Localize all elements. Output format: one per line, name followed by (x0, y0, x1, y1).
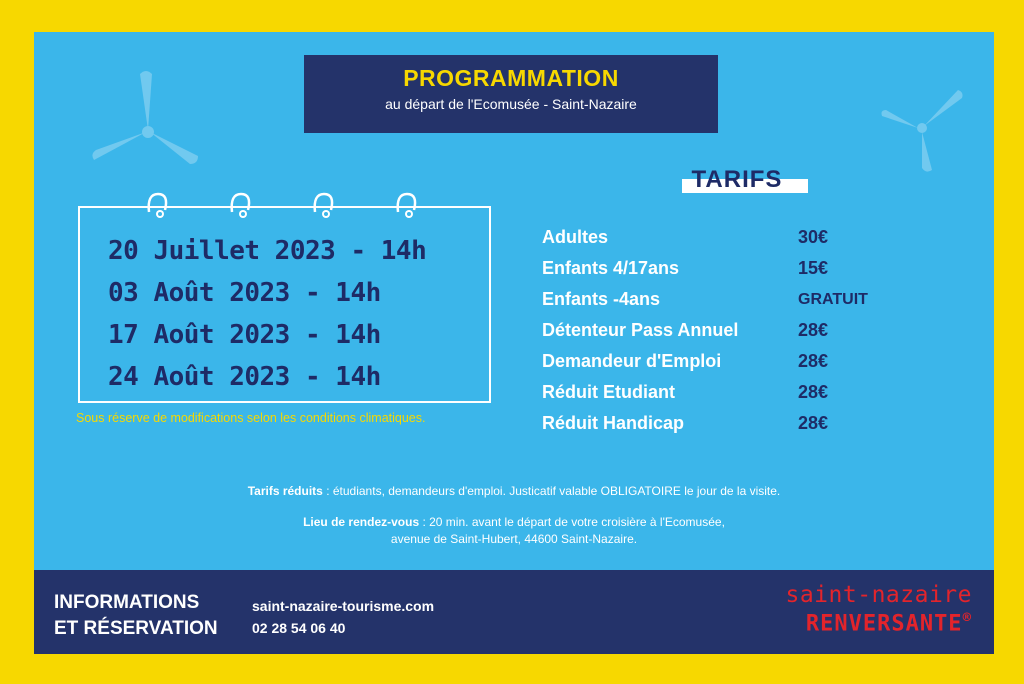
price-label: Réduit Etudiant (542, 382, 675, 402)
brand-tagline-text: RENVERSANTE (805, 611, 963, 637)
price-row (542, 284, 868, 315)
price-label: Enfants 4/17ans (542, 258, 680, 278)
date-item: 17 Août 2023 - 14h (108, 320, 381, 350)
price-value: GRATUIT (798, 290, 868, 308)
price-value: 28€ (798, 382, 829, 402)
tarifs-heading-block (682, 166, 808, 196)
price-value: 28€ (798, 413, 829, 433)
brand-logo (785, 582, 972, 636)
price-label: Réduit Handicap (542, 413, 685, 433)
footer-title-line: ET RÉSERVATION (54, 618, 218, 639)
calendar-ring-icon (394, 190, 420, 224)
footer-contact (252, 595, 434, 639)
price-row (542, 346, 868, 377)
phone-number[interactable]: 02 28 54 06 40 (252, 620, 346, 636)
note-text: : 20 min. avant le départ de votre croisière à l'Ecomusée, (419, 515, 725, 529)
date-item: 03 Août 2023 - 14h (108, 278, 381, 308)
date-list (108, 230, 426, 398)
website-link[interactable]: saint-nazaire-tourisme.com (252, 598, 435, 614)
propeller-icon (874, 80, 974, 180)
price-table (542, 222, 868, 439)
note-label: Lieu de rendez-vous (303, 515, 420, 529)
page-title: PROGRAMMATION (403, 65, 619, 91)
price-row (542, 408, 868, 439)
price-row (542, 315, 868, 346)
reduced-rates-note (34, 483, 994, 500)
calendar-ring-icon (311, 190, 337, 224)
price-label: Détenteur Pass Annuel (542, 320, 739, 340)
footer-title (54, 590, 218, 642)
calendar-ring-icon (228, 190, 254, 224)
note-text: : étudiants, demandeurs d'emploi. Justicatif valable OBLIGATOIRE le jour de la visite. (322, 484, 781, 498)
footer-title-line: INFORMATIONS (54, 592, 200, 613)
tarifs-heading: TARIFS (691, 166, 783, 193)
price-label: Adultes (542, 227, 609, 247)
registered-mark: ® (962, 610, 972, 626)
price-value: 28€ (798, 351, 829, 371)
price-value: 15€ (798, 258, 829, 278)
note-label: Tarifs réduits (247, 484, 323, 498)
notes-block (34, 483, 994, 548)
brand-tagline (785, 610, 972, 636)
brand-name: saint-nazaire (785, 582, 972, 608)
price-row (542, 377, 868, 408)
date-item: 20 Juillet 2023 - 14h (108, 236, 427, 266)
programme-header (304, 55, 718, 133)
page-subtitle: au départ de l'Ecomusée - Saint-Nazaire (385, 96, 637, 112)
meeting-place-note (34, 514, 994, 531)
meeting-address: avenue de Saint-Hubert, 44600 Saint-Nazaire. (390, 532, 638, 546)
calendar-ring-icon (145, 190, 171, 224)
price-value: 28€ (798, 320, 829, 340)
date-item: 24 Août 2023 - 14h (108, 362, 381, 392)
price-row (542, 222, 868, 253)
price-row (542, 253, 868, 284)
propeller-icon (80, 60, 220, 190)
price-label: Enfants -4ans (542, 289, 661, 309)
price-value: 30€ (798, 227, 829, 247)
weather-disclaimer: Sous réserve de modifications selon les conditions climatiques. (76, 411, 426, 425)
price-label: Demandeur d'Emploi (542, 351, 722, 371)
